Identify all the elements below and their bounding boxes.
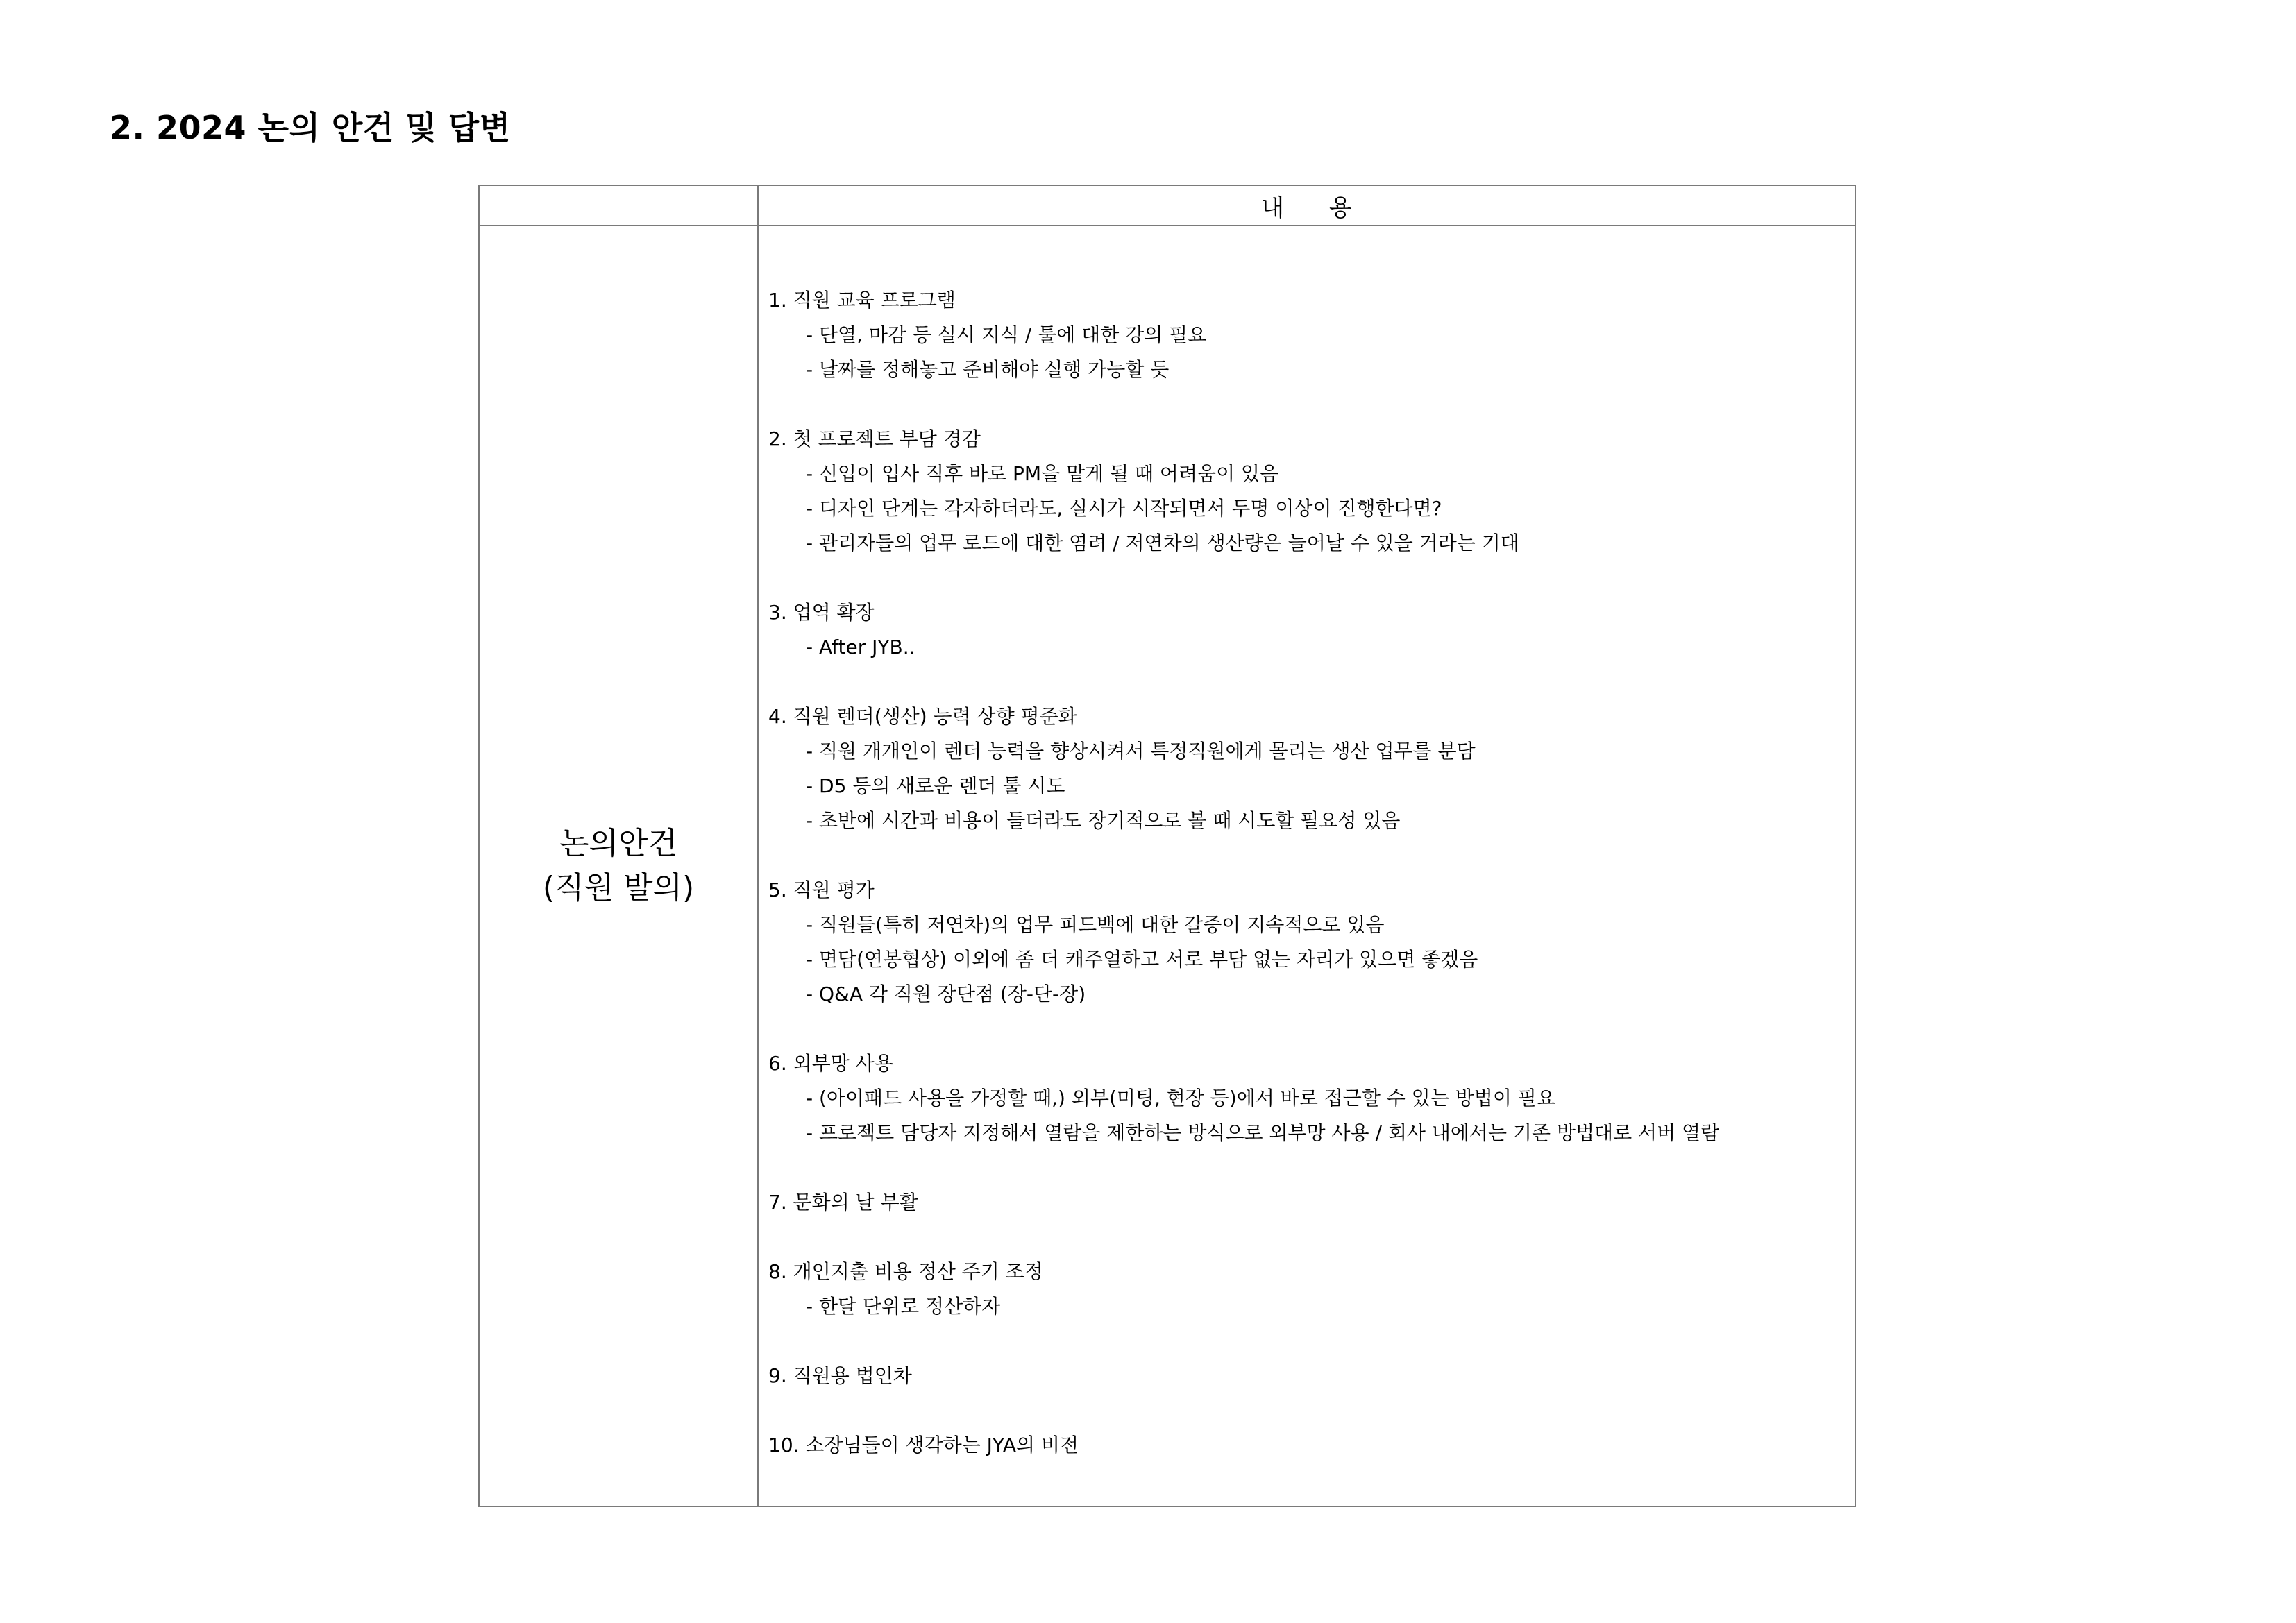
agenda-sub-item: - 프로젝트 담당자 지정해서 열람을 제한하는 방식으로 외부망 사용 / 회사 내에서는 기존 방법대로 서버 열람 bbox=[806, 1121, 1720, 1144]
agenda-sub-item: - D5 등의 새로운 렌더 툴 시도 bbox=[806, 774, 1065, 797]
agenda-item bbox=[768, 595, 1719, 665]
agenda-item bbox=[768, 1046, 1719, 1150]
agenda-sub-item: - 초반에 시간과 비용이 들더라도 장기적으로 볼 때 시도할 필요성 있음 bbox=[806, 809, 1401, 832]
agenda-item-title: 9. 직원용 법인차 bbox=[768, 1364, 912, 1387]
agenda-item bbox=[768, 283, 1719, 387]
agenda-sub-item: - 신입이 입사 직후 바로 PM을 맡게 될 때 어려움이 있음 bbox=[806, 462, 1279, 485]
agenda-sub-item: - Q&A 각 직원 장단점 (장-단-장) bbox=[806, 983, 1086, 1005]
agenda-item bbox=[768, 422, 1719, 561]
agenda-item-title: 10. 소장님들이 생각하는 JYA의 비전 bbox=[768, 1434, 1079, 1456]
agenda-item bbox=[768, 1185, 1719, 1220]
row-label-line1: 논의안건 bbox=[559, 826, 677, 861]
agenda-sub-item: - 직원 개개인이 렌더 능력을 향상시켜서 특정직원에게 몰리는 생산 업무를 분담 bbox=[806, 740, 1476, 763]
agenda-item-title: 3. 업역 확장 bbox=[768, 601, 875, 624]
agenda-item bbox=[768, 1428, 1719, 1463]
agenda-item bbox=[768, 873, 1719, 1012]
agenda-item-title: 7. 문화의 날 부활 bbox=[768, 1191, 918, 1214]
agenda-item-title: 2. 첫 프로젝트 부담 경감 bbox=[768, 427, 981, 450]
agenda-sub-item: - 한달 단위로 정산하자 bbox=[806, 1295, 1001, 1318]
agenda-item bbox=[768, 1359, 1719, 1393]
header-content-cell: 내 용 bbox=[758, 185, 1855, 226]
agenda-item-title: 5. 직원 평가 bbox=[768, 878, 875, 901]
page-title: 2. 2024 논의 안건 및 답변 bbox=[110, 109, 511, 146]
agenda-item-title: 4. 직원 렌더(생산) 능력 상향 평준화 bbox=[768, 705, 1077, 728]
agenda-item-title: 1. 직원 교육 프로그램 bbox=[768, 289, 956, 312]
agenda-sub-item: - 날짜를 정해놓고 준비해야 실행 가능할 듯 bbox=[806, 358, 1170, 381]
agenda-item-title: 6. 외부망 사용 bbox=[768, 1052, 893, 1075]
table-header-row bbox=[479, 185, 1855, 226]
agenda-sub-item: - (아이패드 사용을 가정할 때,) 외부(미팅, 현장 등)에서 바로 접근할 수 있는 방법이 필요 bbox=[806, 1087, 1555, 1110]
row-label-line2: (직원 발의) bbox=[542, 870, 695, 906]
agenda-item bbox=[768, 699, 1719, 838]
agenda-sub-item: - 면담(연봉협상) 이외에 좀 더 캐주얼하고 서로 부담 없는 자리가 있으면 좋겠음 bbox=[806, 948, 1478, 971]
agenda-sub-item: - 직원들(특히 저연차)의 업무 피드백에 대한 갈증이 지속적으로 있음 bbox=[806, 913, 1385, 936]
header-left-cell bbox=[479, 185, 758, 226]
agenda-item-title: 8. 개인지출 비용 정산 주기 조정 bbox=[768, 1260, 1043, 1283]
agenda-item bbox=[768, 1255, 1719, 1324]
agenda-sub-item: - After JYB.. bbox=[806, 636, 915, 658]
agenda-item-list bbox=[478, 223, 1719, 1497]
agenda-sub-item: - 디자인 단계는 각자하더라도, 실시가 시작되면서 두명 이상이 진행한다면? bbox=[806, 497, 1442, 520]
agenda-sub-item: - 단열, 마감 등 실시 지식 / 툴에 대한 강의 필요 bbox=[806, 323, 1207, 346]
agenda-sub-item: - 관리자들의 업무 로드에 대한 염려 / 저연차의 생산량은 늘어날 수 있을 거라는 기대 bbox=[806, 532, 1519, 554]
